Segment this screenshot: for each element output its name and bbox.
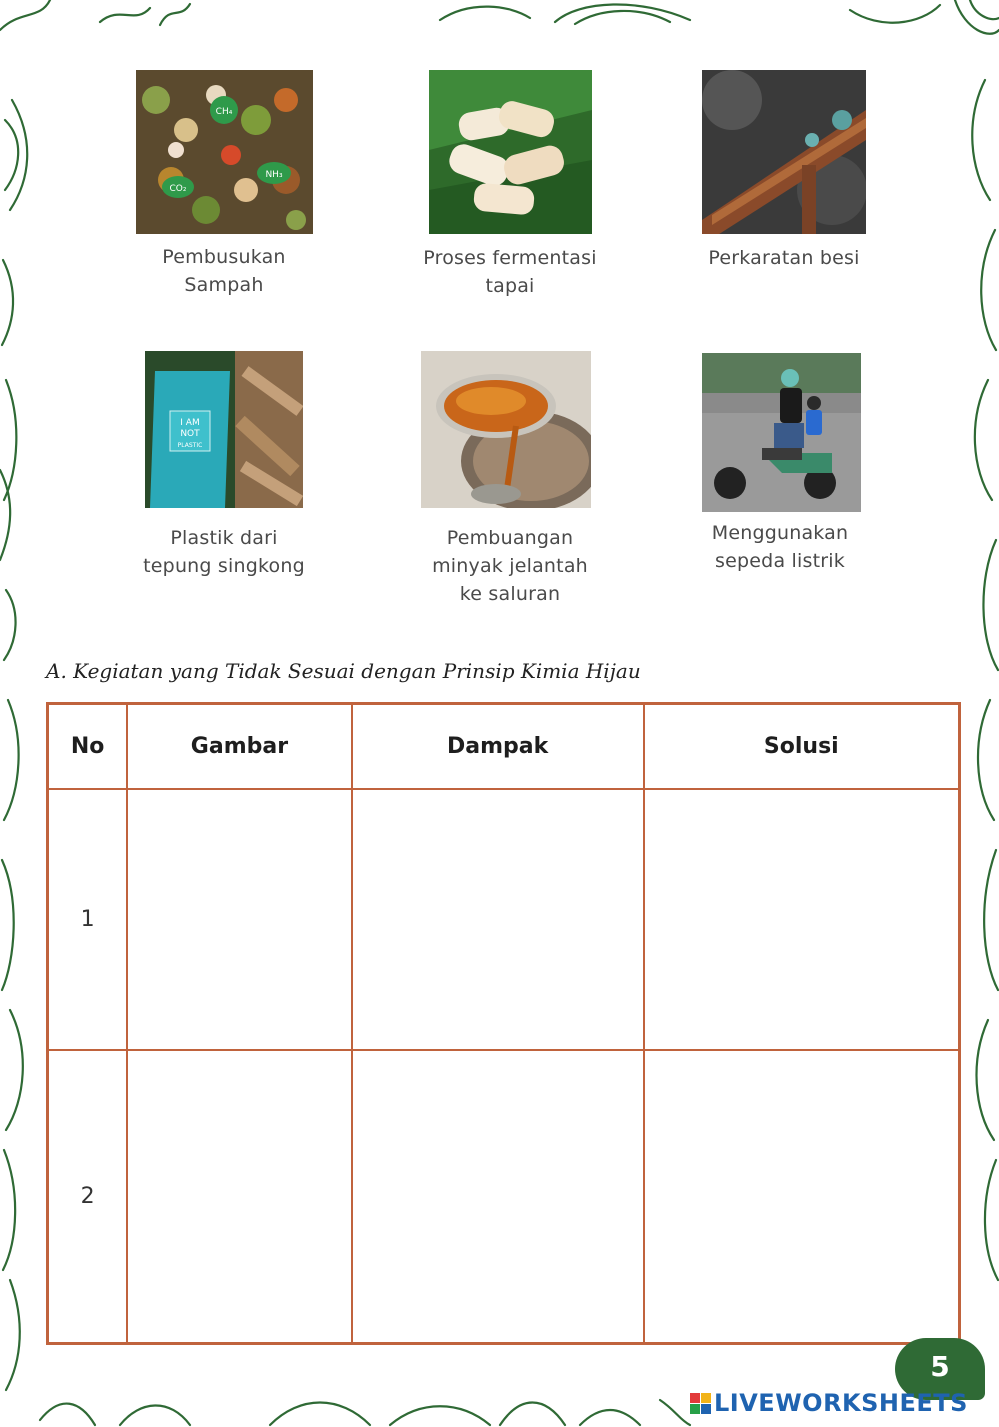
caption-fermentasi-tapai [400, 244, 620, 300]
bag-text-line2: NOT [180, 429, 200, 439]
dampak-answer-cell[interactable] [352, 1050, 644, 1344]
caption-line: minyak jelantah [432, 555, 588, 577]
caption-line: tapai [485, 275, 535, 297]
caption-line: Pembusukan [162, 246, 286, 268]
logo-text: LIVEWORKSHEETS [714, 1389, 968, 1417]
row-number: 1 [48, 789, 128, 1050]
table-row [48, 789, 960, 1050]
caption-line: Plastik dari [170, 527, 278, 549]
header-dampak: Dampak [352, 704, 644, 789]
caption-perkaratan-besi [684, 244, 884, 272]
caption-line: Menggunakan [711, 522, 849, 544]
liveworksheets-logo [690, 1387, 968, 1419]
caption-line: Proses fermentasi [423, 247, 597, 269]
table-header-row [48, 704, 960, 789]
ch4-label: CH₄ [215, 107, 233, 117]
page-number-badge: 5 [895, 1338, 985, 1400]
table-row [48, 1050, 960, 1344]
dampak-answer-cell[interactable] [352, 789, 644, 1050]
rusty-iron-photo [702, 70, 866, 234]
caption-line: sepeda listrik [715, 550, 845, 572]
caption-minyak-jelantah [405, 524, 615, 608]
solusi-answer-cell[interactable] [644, 789, 960, 1050]
co2-label: CO₂ [169, 184, 187, 194]
bag-text-line3: PLASTIC [177, 442, 203, 449]
section-title: A. Kegiatan yang Tidak Sesuai dengan Prinsip Kimia Hijau [46, 659, 641, 683]
solusi-answer-cell[interactable] [644, 1050, 960, 1344]
header-gambar: Gambar [127, 704, 351, 789]
caption-sepeda-listrik [680, 519, 880, 575]
caption-pembusukan-sampah [124, 243, 324, 299]
cassava-plastic-photo [145, 351, 303, 508]
nh3-label: NH₃ [265, 170, 283, 180]
gambar-answer-cell[interactable] [127, 789, 351, 1050]
caption-plastik-singkong [124, 524, 324, 580]
electric-bike-photo [702, 353, 861, 512]
caption-line: Perkaratan besi [708, 247, 860, 269]
tapai-fermentation-photo [429, 70, 592, 234]
caption-line: Pembuangan [446, 527, 574, 549]
used-oil-disposal-photo [421, 351, 591, 508]
gambar-answer-cell[interactable] [127, 1050, 351, 1344]
header-solusi: Solusi [644, 704, 960, 789]
caption-line: Sampah [184, 274, 264, 296]
caption-line: ke saluran [459, 583, 561, 605]
bag-text-line1: I AM [180, 418, 200, 428]
row-number: 2 [48, 1050, 128, 1344]
logo-blocks-icon [690, 1393, 711, 1414]
rotting-garbage-photo [136, 70, 313, 234]
header-no: No [48, 704, 128, 789]
caption-line: tepung singkong [143, 555, 305, 577]
worksheet-table [46, 702, 961, 1345]
